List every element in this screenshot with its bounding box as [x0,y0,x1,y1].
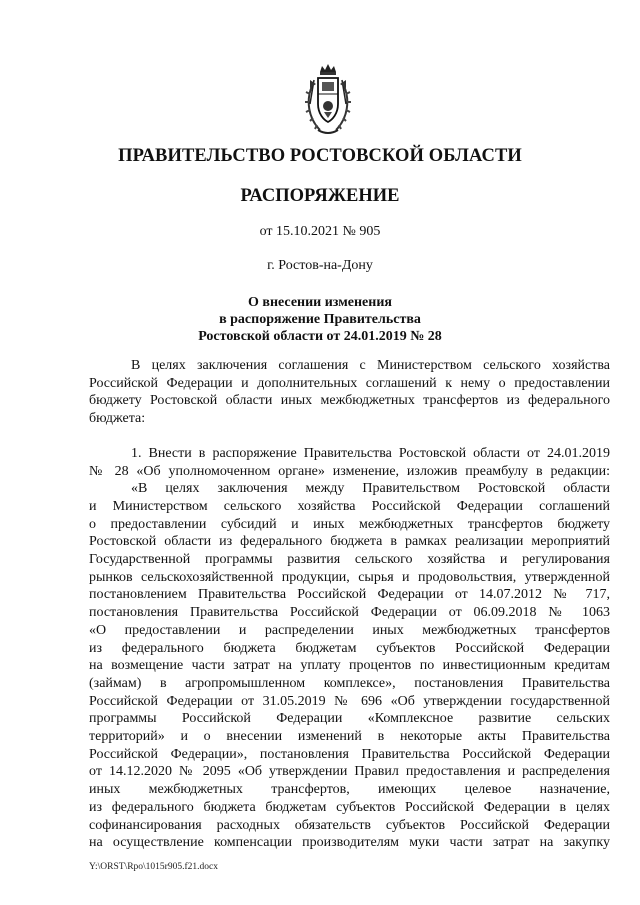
text-line: на возмещение части затрат на уплату процентов по инвестиционным кредитам [89,658,610,674]
text-line: софинансирования расходных обязательств субъектов Российской Федерации [89,817,610,833]
text-line: Государственной программы развития сельского хозяйства и регулирования [89,552,610,568]
text-line: рынков сельскохозяйственной продукции, сырья и продовольствия, утвержденной [89,569,610,585]
text-line: постановлением Правительства Российской Федерации от 14.07.2012 № 717, [89,587,610,603]
text-line: о предоставлении субсидий и иных межбюджетных трансфертов бюджету [89,516,610,532]
text-line: и Министерством сельского хозяйства Российской Федерации соглашений [89,498,610,514]
document-type: РАСПОРЯЖЕНИЕ [240,186,400,206]
text-line: 1. Внести в распоряжение Правительства Ростовской области от 24.01.2019 [131,445,610,461]
text-line: бюджета: [89,411,146,427]
subject-line: О внесении изменения [248,295,392,310]
text-line: В целях заключения соглашения с Министерством сельского хозяйства [131,358,610,373]
document-body [89,357,610,852]
subject-line: Ростовской области от 24.01.2019 № 28 [198,329,442,344]
subject-line: в распоряжение Правительства [219,312,421,327]
text-line: Российской Федерации», постановления Правительства Российской Федерации [89,746,610,762]
text-line: иных межбюджетных трансфертов, имеющих целевое назначение, [89,782,610,798]
paragraph-item-1 [89,445,610,480]
organization-title: ПРАВИТЕЛЬСТВО РОСТОВСКОЙ ОБЛАСТИ [118,146,522,166]
text-line: № 28 «Об уполномоченном органе» изменение, изложив преамбулу в редакции: [89,463,610,479]
text-line: из федерального бюджета бюджетам субъектов Российской Федерации в целях [89,799,610,815]
paragraph-new-preamble [89,480,610,852]
text-line: территорий» и о внесении изменений в некоторые акты Правительства [89,729,610,745]
coat-of-arms-icon [304,64,352,136]
text-line: из федерального бюджета бюджетам субъектов Российской Федерации [89,640,610,656]
text-line: (займам) в агропромышленном комплексе», постановления Правительства [89,675,610,691]
text-line: Ростовской области из федерального бюджета в рамках реализации мероприятий [89,534,610,550]
text-line: от 14.12.2020 № 2095 «Об утверждении Правил предоставления и распределения [89,764,610,780]
document-subject [0,294,640,345]
paragraph-preamble [89,357,610,428]
text-line: «О предоставлении и распределении иных межбюджетных трансфертов [89,622,610,638]
document-place: г. Ростов-на-Дону [267,258,373,273]
text-line: «В целях заключения между Правительством Ростовской области [131,481,610,497]
document-date-number: от 15.10.2021 № 905 [259,224,381,239]
text-line: на осуществление компенсации производителям муки части затрат на закупку [89,835,610,851]
file-path-footer: Y:\ORST\Rpo\1015r905.f21.docx [89,862,218,872]
text-line: Российской Федерации от 31.05.2019 № 696 «Об утверждении государственной [89,693,610,709]
text-line: постановления Правительства Российской Федерации от 06.09.2018 № 1063 [89,605,610,621]
text-line: бюджету Ростовской области иных межбюджетных трансфертов из федерального [89,393,610,409]
text-line: Российской Федерации и дополнительных соглашений к нему о предоставлении [89,375,610,391]
text-line: программы Российской Федерации «Комплексное развитие сельских [89,711,610,727]
